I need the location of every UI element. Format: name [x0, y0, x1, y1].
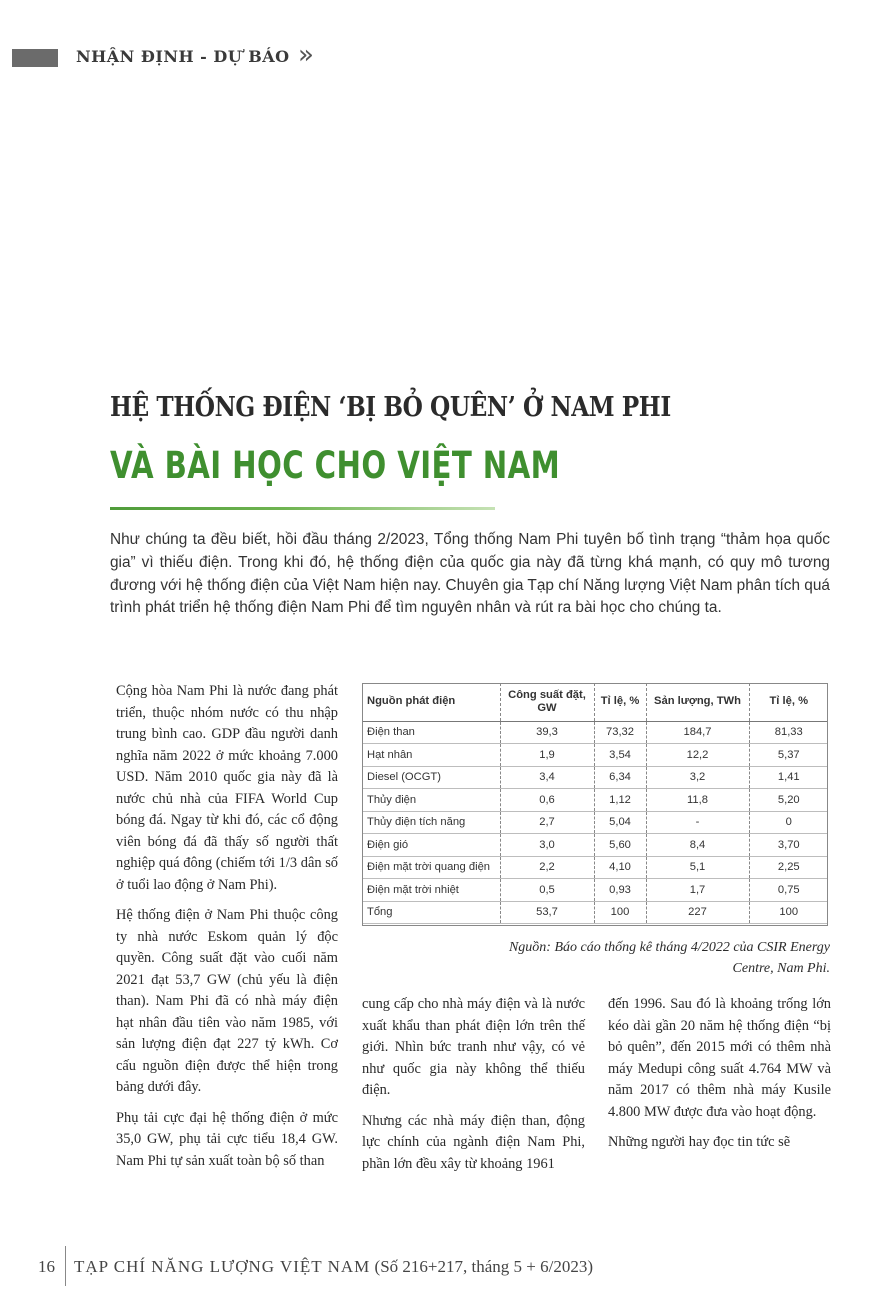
article-lead: Như chúng ta đều biết, hồi đầu tháng 2/2023, Tổng thống Nam Phi tuyên bố tình trạng “thảm họa quốc gia” vì thiếu điện. Trong khi đó, hệ thống điện của quốc gia này đã từng khá mạnh, có quy mô tương đương với hệ thống điện của Việt Nam hiện nay. Chuyên gia Tạp chí Năng lượng Việt Nam phân tích quá trình phát triển hệ thống điện Nam Phi để tìm nguyên nhân và rút ra bài học cho chúng ta.: [110, 531, 830, 617]
table-cell: 5,1: [646, 856, 749, 879]
table-cell: 3,54: [594, 744, 646, 767]
table-row: [362, 721, 828, 744]
column-3: [608, 994, 831, 1163]
table-cell: 5,20: [749, 789, 828, 812]
paragraph: Phụ tải cực đại hệ thống điện ở mức 35,0 GW, phụ tải cực tiểu 18,4 GW. Nam Phi tự sản xuất toàn bộ số than: [116, 1109, 338, 1169]
table-cell: 5,37: [749, 744, 828, 767]
table-cell: 2,7: [500, 811, 594, 834]
table-cell: 11,8: [646, 789, 749, 812]
table-cell: 100: [594, 901, 646, 924]
paragraph: Nhưng các nhà máy điện than, động lực chính của ngành điện Nam Phi, phần lớn đều xây từ khoảng 1961: [362, 1112, 585, 1172]
table-row: [362, 879, 828, 902]
article-title-line1: HỆ THỐNG ĐIỆN ‘BỊ BỎ QUÊN’ Ở NAM PHI: [110, 392, 671, 423]
table-row: [362, 834, 828, 857]
paragraph: Cộng hòa Nam Phi là nước đang phát triển, thuộc nhóm nước có thu nhập trung bình cao. GDP đầu người danh nghĩa năm 2022 ở mức khoảng 7.000 USD. Năm 2010 quốc gia này đã là nước chủ nhà của FIFA World Cup bóng đá. Ngay từ khi đó, các cổ động viên bóng đá đã thấy số người thất nghiệp quá đông (chiếm tới 1/3 dân số ở tuổi lao động ở Nam Phi).: [116, 683, 338, 893]
column-1: [116, 681, 338, 1181]
table-cell: 0,5: [500, 879, 594, 902]
table-header-cell: Nguồn phát điện: [362, 683, 500, 721]
table-row: [362, 856, 828, 879]
table-cell: Điện mặt trời quang điện: [362, 856, 500, 879]
table-cell: Thủy điện: [362, 789, 500, 812]
table-cell: 0,93: [594, 879, 646, 902]
table-cell: Điện mặt trời nhiệt: [362, 879, 500, 902]
table-cell: 3,2: [646, 766, 749, 789]
table-header-cell: Sản lượng, TWh: [646, 683, 749, 721]
page-number: 16: [38, 1257, 55, 1276]
table-cell: 5,60: [594, 834, 646, 857]
table-cell: 73,32: [594, 721, 646, 744]
section-marker-bar: [12, 49, 58, 67]
table-cell: 100: [749, 901, 828, 924]
table-row: [362, 744, 828, 767]
footer-divider: [65, 1246, 66, 1286]
table-cell: Hạt nhân: [362, 744, 500, 767]
table-cell: 2,2: [500, 856, 594, 879]
table-cell: 227: [646, 901, 749, 924]
table-cell: 0: [749, 811, 828, 834]
table-header-cell: Tỉ lệ, %: [749, 683, 828, 721]
table-cell: Điện than: [362, 721, 500, 744]
table-cell: Thủy điện tích năng: [362, 811, 500, 834]
table-row: [362, 789, 828, 812]
page-footer: [38, 1246, 593, 1286]
table-cell: 39,3: [500, 721, 594, 744]
table-cell: 2,25: [749, 856, 828, 879]
table-cell: 3,70: [749, 834, 828, 857]
article-title-line2: VÀ BÀI HỌC CHO VIỆT NAM: [110, 444, 561, 487]
table-cell: 1,41: [749, 766, 828, 789]
table-cell: Diesel (OCGT): [362, 766, 500, 789]
paragraph: Những người hay đọc tin tức sẽ: [608, 1134, 791, 1150]
table-header-cell: Công suất đặt, GW: [500, 683, 594, 721]
paragraph: đến 1996. Sau đó là khoảng trống lớn kéo dài gần 20 năm hệ thống điện “bị bỏ quên”, đến 2015 mới có thêm nhà máy Medupi công suất 4.764 MW và năm 2017 có thêm nhà máy Kusile 4.800 MW được đưa vào hoạt động.: [608, 996, 831, 1120]
chevron-right-icon: »: [298, 40, 308, 70]
table-row: [362, 766, 828, 789]
table-cell: 53,7: [500, 901, 594, 924]
table-cell: 3,4: [500, 766, 594, 789]
table-cell: 5,04: [594, 811, 646, 834]
table-cell: 6,34: [594, 766, 646, 789]
table-cell: 8,4: [646, 834, 749, 857]
table-cell: 3,0: [500, 834, 594, 857]
paragraph: cung cấp cho nhà máy điện và là nước xuất khẩu than phát điện lớn trên thế giới. Nhìn bức tranh như vậy, có vẻ như quốc gia này không thể thiếu điện.: [362, 996, 585, 1098]
paragraph: Hệ thống điện ở Nam Phi thuộc công ty nhà nước Eskom quản lý độc quyền. Công suất đặt vào cuối năm 2021 đạt 53,7 GW (chủ yếu là điện than). Nam Phi đã có nhà máy điện hạt nhân đầu tiên vào năm 1985, với sản lượng điện đạt 227 tỷ kWh. Cơ cấu nguồn điện được thể hiện trong bảng dưới đây.: [116, 907, 338, 1095]
column-2: [362, 994, 585, 1184]
table-row: [362, 811, 828, 834]
table-cell: 1,9: [500, 744, 594, 767]
title-underline: [110, 507, 495, 510]
table-cell: 184,7: [646, 721, 749, 744]
magazine-name: TẠP CHÍ NĂNG LƯỢNG VIỆT NAM: [74, 1257, 371, 1276]
table-cell: 4,10: [594, 856, 646, 879]
issue-info: (Số 216+217, tháng 5 + 6/2023): [374, 1257, 593, 1276]
power-source-table: [362, 683, 828, 924]
table-cell: -: [646, 811, 749, 834]
table-header-row: [362, 683, 828, 721]
table-cell: Tổng: [362, 901, 500, 924]
table-cell: Điện gió: [362, 834, 500, 857]
table-cell: 81,33: [749, 721, 828, 744]
table-cell: 0,75: [749, 879, 828, 902]
table-cell: 1,12: [594, 789, 646, 812]
table-cell: 0,6: [500, 789, 594, 812]
table-header-cell: Tỉ lệ, %: [594, 683, 646, 721]
table-cell: 1,7: [646, 879, 749, 902]
table-source-note: Nguồn: Báo cáo thống kê tháng 4/2022 của CSIR Energy Centre, Nam Phi.: [508, 940, 830, 976]
table-total-row: [362, 901, 828, 924]
section-title: NHẬN ĐỊNH - DỰ BÁO: [76, 47, 290, 66]
table-cell: 12,2: [646, 744, 749, 767]
